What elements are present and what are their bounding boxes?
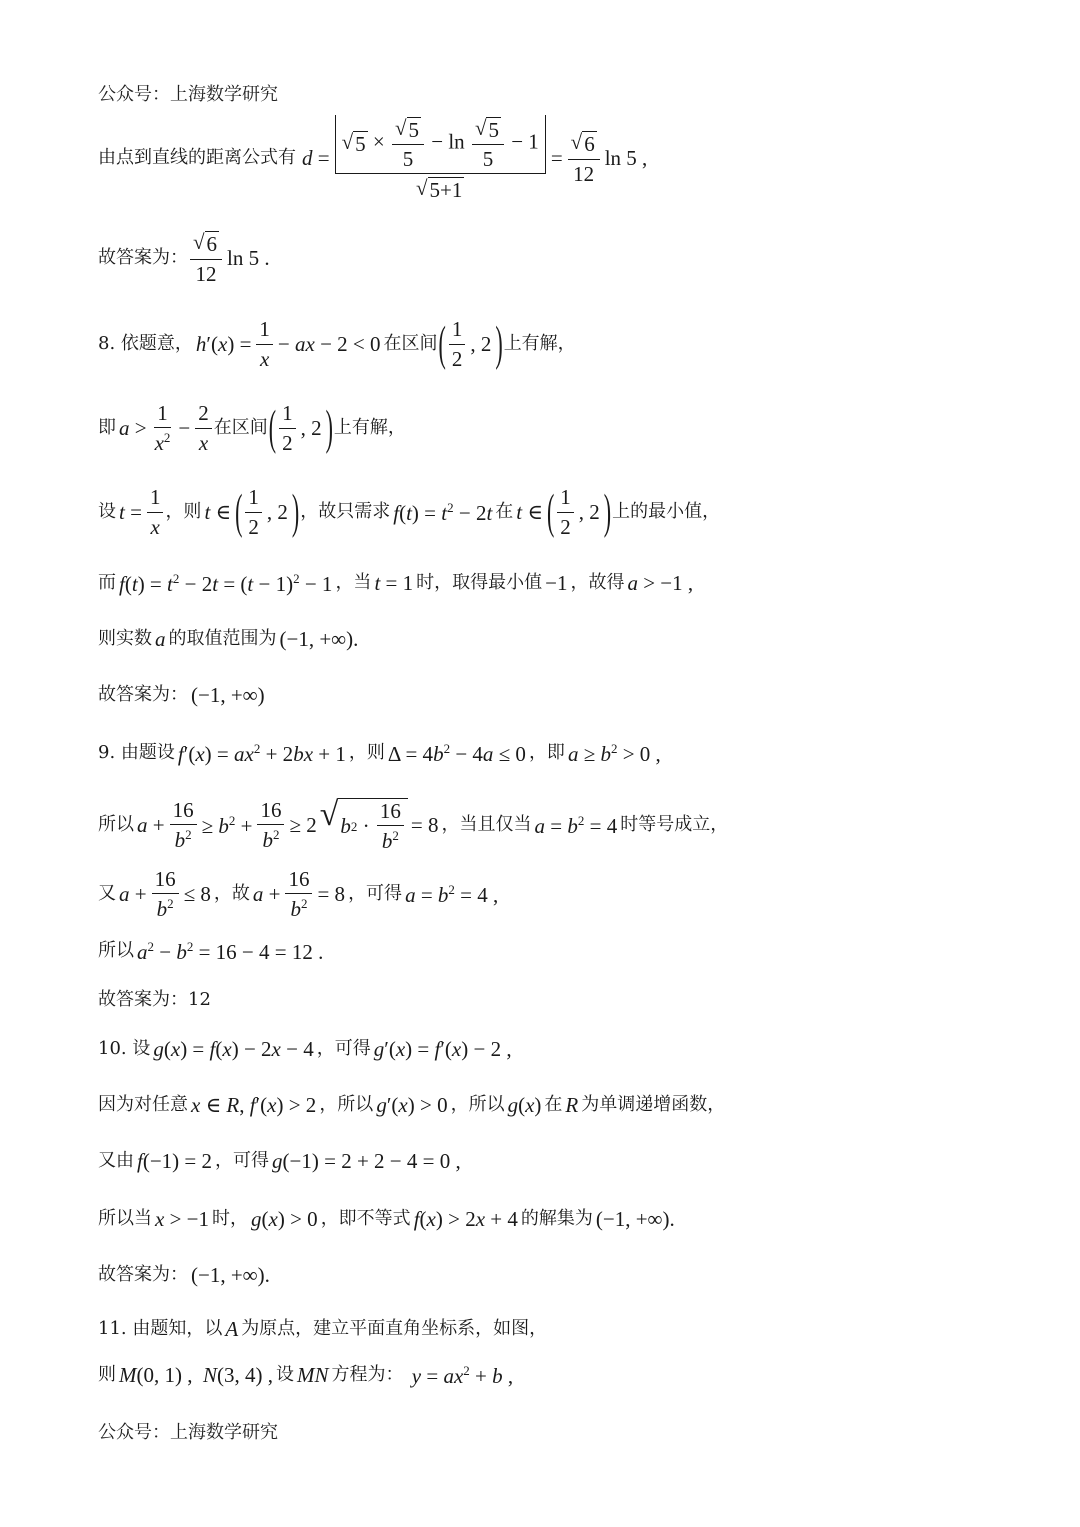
q11-line-2: 则 M(0, 1) , N(3, 4) , 设 MN 方程为： $y = ax^2 + b$ , [98, 1362, 514, 1388]
text: 故答案为： [98, 1264, 188, 1285]
text: 时，取得最小值 [416, 572, 543, 593]
text: 所以当 [98, 1208, 152, 1229]
text: 在区间 [383, 333, 438, 354]
text: 在区间 [213, 417, 268, 438]
q9-line-4: 所以 $a^2 - b^2 = 16 - 4 = 12$ . [98, 938, 324, 964]
q9-line-3: 又 a + $\frac{16}{b^2}$ ≤ 8 ，故 a + $\frac{16}{b^2}$ = 8 ，可得 $a = b^2 = 4$ , [98, 866, 499, 921]
q10-line-3: 又由 f(−1) = 2 ，可得 g(−1) = 2 + 2 − 4 = 0 , [98, 1148, 461, 1173]
q10-line-2: 因为对任意 x ∈ R, f′(x) > 2 ，所以 g′(x) > 0 ，所以 g(x) 在 R 为单调递增函数， [98, 1092, 726, 1117]
text: ，即 [528, 742, 565, 763]
text: ，可得 [348, 883, 403, 904]
text: 10. 设 [98, 1038, 151, 1059]
page-header: 公众号：上海数学研究 [98, 84, 278, 105]
text: ，所以 [319, 1094, 374, 1115]
text: 而 [98, 572, 116, 593]
text: 故答案为： [98, 247, 188, 268]
text: ，故只需求 [300, 501, 391, 522]
q8-line-5: 则实数 a 的取值范围为 (−1, +∞). [98, 626, 359, 651]
q10-line-4: 所以当 x > −1 时， g(x) > 0 ，即不等式 f(x) > 2x + 4 的解集为 (−1, +∞). [98, 1206, 675, 1231]
text: 设 [98, 501, 116, 522]
text: 又 [98, 883, 116, 904]
text: 的解集为 [520, 1208, 593, 1229]
q8-line-4: 而 $f(t) = t^2 - 2t = (t - 1)^2 - 1$ ，当 t = 1 时，取得最小值 −1 ，故得 a > −1 , [98, 570, 694, 596]
q8-answer: 故答案为： (−1, +∞) [98, 682, 265, 707]
distance-formula-line: 由点到直线的距离公式有 d = √ 5 × √ 5 5 − ln √ 5 5 − 1 √ 5+1 = √ 6 12 ln 5 , [98, 116, 648, 202]
text: 时等号成立， [620, 814, 729, 835]
text: 由点到直线的距离公式有 [98, 147, 296, 168]
q9-answer [98, 988, 211, 1012]
text: 的取值范围为 [168, 628, 277, 649]
text: ，即不等式 [320, 1208, 411, 1229]
q10-answer: 故答案为： (−1, +∞). [98, 1262, 270, 1287]
q10-line-1: 10. 设 g(x) = f(x) − 2x − 4 ，可得 g′(x) = f′(x) − 2 , [98, 1036, 512, 1061]
text: ，则 [348, 742, 385, 763]
page-footer: 公众号：上海数学研究 [98, 1422, 278, 1443]
text: 上有解， [333, 417, 406, 438]
text: ，当且仅当 [441, 814, 532, 835]
text: 上的最小值， [612, 501, 721, 522]
text: ，当 [335, 572, 372, 593]
text: ，可得 [316, 1038, 371, 1059]
text: 所以 [98, 940, 134, 961]
text: ，故 [213, 883, 250, 904]
text: 时， [212, 1208, 249, 1229]
text: 故答案为： [98, 684, 188, 705]
text: 设 [276, 1364, 295, 1385]
answer-line-7: 故答案为： √ 6 12 ln 5 . [98, 230, 270, 286]
text: 在 [544, 1094, 563, 1115]
text: 则实数 [98, 628, 152, 649]
q8-line-2: 即 a > $\frac{1}{x^2}$ − $\frac{2}{x}$ 在区间 ( $\frac{1}{2}$ , 2 ) 上有解， [98, 399, 406, 455]
text: 即 [98, 417, 116, 438]
text: 上有解， [503, 333, 576, 354]
text: 在 [495, 501, 514, 522]
text: ，所以 [450, 1094, 505, 1115]
text: 8. 依题意， [98, 333, 193, 354]
text: ，可得 [215, 1150, 270, 1171]
text: 9. 由题设 [98, 742, 175, 763]
q9-line-2: 所以 a + $\frac{16}{b^2}$ ≥ $b^2$ + $\frac{16}{b^2}$ ≥ 2 √ b 2 · $\frac{16}{b^2}$ = 8 ，当且仅当 $a = b^2 = 4$ 时等号成立， [98, 795, 729, 853]
text: 所以 [98, 814, 134, 835]
text: 为原点，建立平面直角坐标系，如图， [241, 1318, 548, 1339]
q11-line-1: 11. 由题知，以 A 为原点，建立平面直角坐标系，如图， [98, 1316, 548, 1341]
text: 方程为： [331, 1364, 404, 1385]
q8-line-3: 设 t = $\frac{1}{x}$ ，则 t ∈ ( $\frac{1}{2}$ , 2 ) ，故只需求 $f(t) = t^2 - 2t$ 在 t ∈ ( $\frac{1}{2}$ , 2 ) 上的最小值， [98, 483, 721, 539]
formula: d = [302, 145, 330, 170]
q9-line-1: 9. 由题设 $f'(x) = ax^2 + 2bx + 1$ ，则 $\Delta = 4b^2 - 4a \le 0$ ，即 $a \ge b^2 > 0$ , [98, 740, 661, 766]
text: ，则 [165, 501, 202, 522]
text: 11. 由题知，以 [98, 1318, 223, 1339]
text: 因为对任意 [98, 1094, 188, 1115]
text: 为单调递增函数， [581, 1094, 726, 1115]
distance-fraction: √ 5 × √ 5 5 − ln √ 5 5 − 1 √ 5+1 [335, 115, 546, 200]
text: 故答案为：12 [98, 989, 211, 1010]
text: ，故得 [570, 572, 625, 593]
text: 则 [98, 1364, 116, 1385]
text: 又由 [98, 1150, 134, 1171]
q8-line-1: 8. 依题意， h′(x) = $\frac{1}{x}$ − ax − 2 < 0 在区间 ( $\frac{1}{2}$ , 2 ) 上有解， [98, 315, 576, 371]
